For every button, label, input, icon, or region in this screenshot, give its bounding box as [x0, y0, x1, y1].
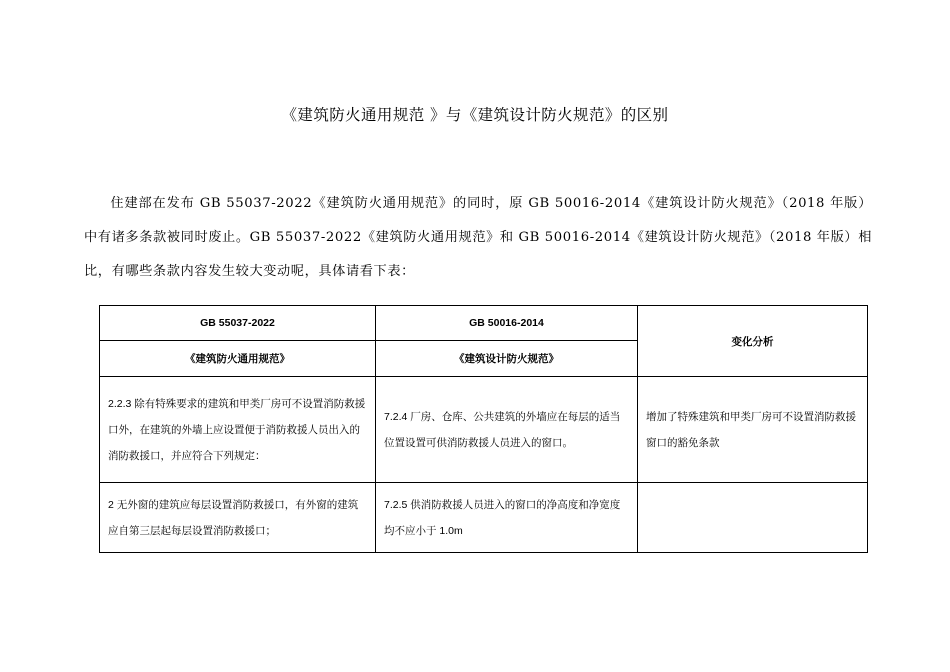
- cell-new-spec: 2 无外窗的建筑应每层设置消防救援口，有外窗的建筑应自第三层起每层设置消防救援口；: [100, 483, 376, 553]
- cell-old-spec: 7.2.5 供消防救援人员进入的窗口的净高度和净宽度均不应小于 1.0m: [376, 483, 638, 553]
- cell-new-spec: 2.2.3 除有特殊要求的建筑和甲类厂房可不设置消防救援口外，在建筑的外墙上应设置便于消防救援人员出入的消防救援口，并应符合下列规定：: [100, 377, 376, 483]
- cell-analysis: 增加了特殊建筑和甲类厂房可不设置消防救援窗口的豁免条款: [638, 377, 868, 483]
- header-new-spec-name: 《建筑防火通用规范》: [100, 341, 376, 377]
- header-analysis: 变化分析: [638, 306, 868, 377]
- table-row: [100, 483, 868, 553]
- table-header-row-1: [100, 306, 868, 341]
- table-row: [100, 377, 868, 483]
- header-old-spec-code: GB 50016-2014: [376, 306, 638, 341]
- cell-analysis: [638, 483, 868, 553]
- intro-paragraph: 住建部在发布 GB 55037-2022《建筑防火通用规范》的同时，原 GB 50016-2014《建筑设计防火规范》（2018 年版）中有诸多条款被同时废止。GB 55037-2022《建筑防火通用规范》和 GB 50016-2014《建筑设计防火规范》（2018 年版）相比，有哪些条款内容发生较大变动呢，具体请看下表：: [84, 196, 872, 279]
- header-new-spec-code: GB 55037-2022: [100, 306, 376, 341]
- document-title: 《建筑防火通用规范 》与《建筑设计防火规范》的区别: [281, 106, 669, 124]
- cell-old-spec: 7.2.4 厂房、仓库、公共建筑的外墙应在每层的适当位置设置可供消防救援人员进入的窗口。: [376, 377, 638, 483]
- comparison-table: [99, 305, 868, 553]
- header-old-spec-name: 《建筑设计防火规范》: [376, 341, 638, 377]
